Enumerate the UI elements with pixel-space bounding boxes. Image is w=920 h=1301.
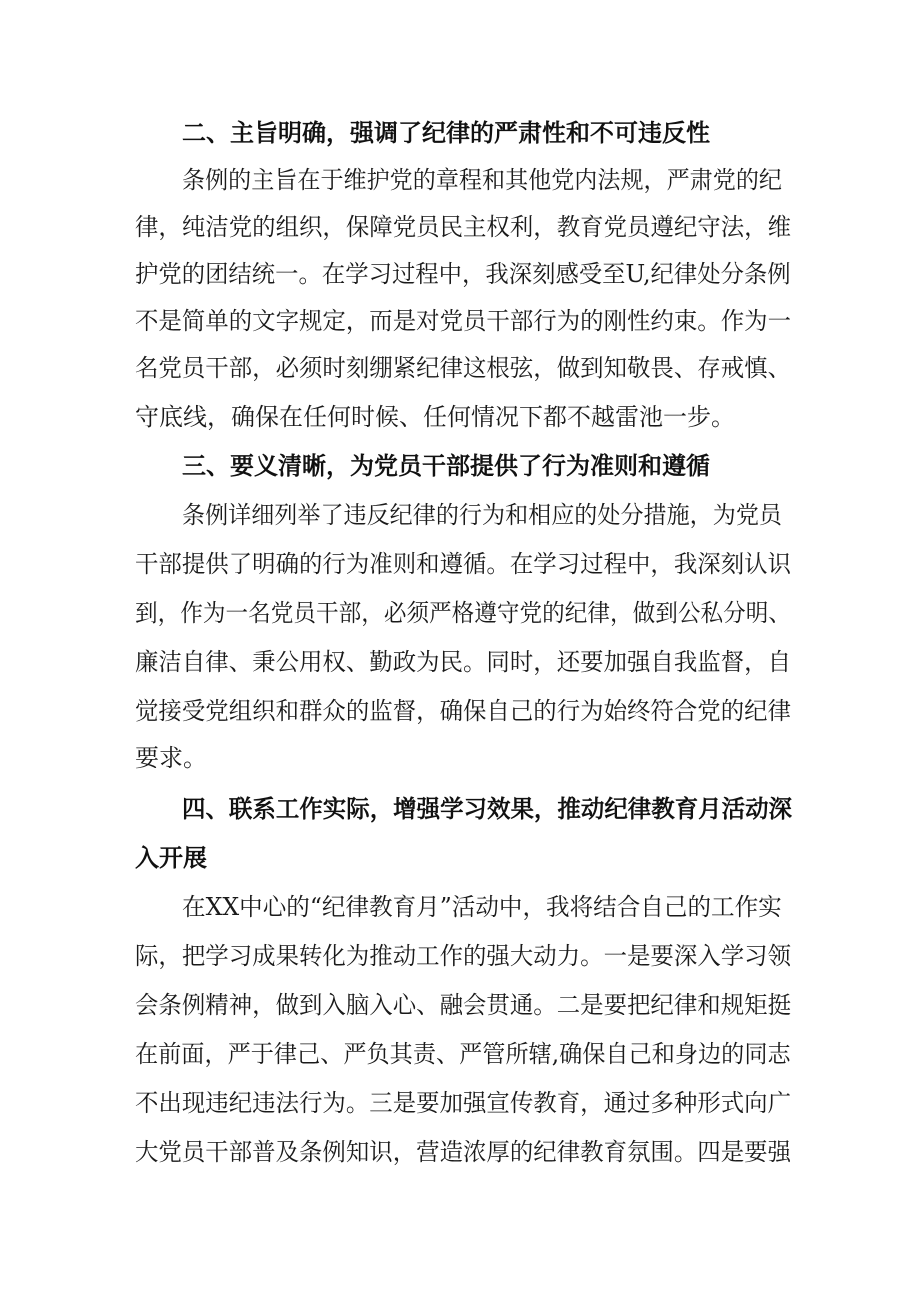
paragraph-line: 名党员干部，必须时刻绷紧纪律这根弦，做到知敬畏、存戒慎、 bbox=[135, 354, 792, 382]
paragraph-line: 觉接受党组织和群众的监督，确保自己的行为始终符合党的纪律 bbox=[135, 697, 792, 725]
paragraph-line: 干部提供了明确的行为准则和遵循。在学习过程中，我深刻认识 bbox=[135, 550, 792, 578]
paragraph-line: 廉洁自律、秉公用权、勤政为民。同时，还要加强自我监督，自 bbox=[135, 648, 792, 676]
paragraph-line: 条例详细列举了违反纪律的行为和相应的处分措施，为党员 bbox=[182, 501, 782, 529]
paragraph-line: 大党员干部普及条例知识，营造浓厚的纪律教育氛围。四是要强 bbox=[135, 1138, 792, 1166]
paragraph-line: 要求。 bbox=[135, 744, 207, 772]
paragraph-line: 律，纯洁党的组织，保障党员民主权利，教育党员遵纪守法，维 bbox=[135, 213, 792, 241]
section-heading-3: 三、要义清晰，为党员干部提供了行为准则和遵循 bbox=[182, 452, 710, 480]
paragraph-line: 不是简单的文字规定，而是对党员干部行为的刚性约束。作为一 bbox=[135, 307, 792, 335]
paragraph-line: 际，把学习成果转化为推动工作的强大动力。一是要深入学习领 bbox=[135, 942, 792, 970]
paragraph-line: 到，作为一名党员干部，必须严格遵守党的纪律，做到公私分明、 bbox=[135, 599, 791, 627]
section-heading-4: 四、联系工作实际，增强学习效果，推动纪律教育月活动深 bbox=[182, 795, 793, 823]
section-heading-4-continued: 入开展 bbox=[135, 844, 207, 872]
paragraph-line: 会条例精神，做到入脑入心、融会贯通。二是要把纪律和规矩挺 bbox=[135, 991, 792, 1019]
paragraph-line: 在前面，严于律己、严负其责、严管所辖,确保自己和身边的同志 bbox=[135, 1040, 791, 1068]
paragraph-line: 不出现违纪违法行为。三是要加强宣传教育，通过多种形式向广 bbox=[135, 1089, 792, 1117]
paragraph-line: 条例的主旨在于维护党的章程和其他党内法规，严肃党的纪 bbox=[182, 166, 782, 194]
paragraph-line: 守底线，确保在任何时候、任何情况下都不越雷池一步。 bbox=[135, 403, 735, 431]
paragraph-line: 护党的团结统一。在学习过程中，我深刻感受至U,纪律处分条例 bbox=[135, 260, 791, 288]
section-heading-2: 二、主旨明确，强调了纪律的严肃性和不可违反性 bbox=[182, 119, 710, 147]
paragraph-line: 在XX中心的“纪律教育月”活动中，我将结合自己的工作实 bbox=[182, 893, 782, 921]
